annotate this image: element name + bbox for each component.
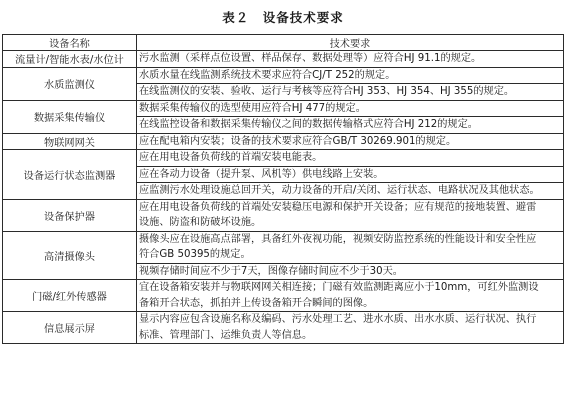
requirement-line: 摄像头应在设施高点部署，具备红外夜视功能，视频安防监控系统的性能设计和安全性应 [139, 233, 537, 245]
requirement-line: 数据采集传输仪的选型使用应符合HJ 477的规定。 [139, 102, 366, 114]
column-header-technical-requirements: 技术要求 [137, 35, 564, 51]
table-row [3, 51, 564, 68]
equipment-name-cell: 水质监测仪 [3, 67, 137, 100]
requirement-line: 视频存储时间应不少于7天，图像存储时间应不少于30天。 [137, 263, 563, 280]
equipment-name-cell: 设备运行状态监测器 [3, 150, 137, 200]
table-row [3, 312, 564, 344]
requirement-cell [137, 133, 564, 150]
requirement-line: 在线监测仪的安装、验收、运行与考核等应符合HJ 353、HJ 354、HJ 355的规定。 [137, 83, 563, 100]
table-row [3, 150, 564, 200]
equipment-name-cell: 设备保护器 [3, 199, 137, 231]
requirement-line: 在线监控设备和数据采集传输仪之间的数据传输格式应符合HJ 212的规定。 [137, 116, 563, 133]
table-row [3, 67, 564, 100]
requirement-cell [137, 231, 564, 280]
requirement-line: 显示内容应包含设施名称及编码、污水处理工艺、进水水质、出水水质、运行状况、执行 [139, 314, 537, 325]
equipment-name-cell: 物联网网关 [3, 133, 137, 150]
requirement-line: 应在各动力设备（提升泵、风机等）供电线路上安装。 [137, 166, 563, 183]
requirement-line: 符合GB 50395的规定。 [139, 249, 251, 260]
equipment-name-cell: 信息展示屏 [3, 312, 137, 344]
table-row [3, 133, 564, 150]
table-row [3, 199, 564, 231]
requirement-line: 设施、防盗和防破坏设施。 [139, 217, 262, 228]
requirement-cell [137, 280, 564, 312]
requirement-line: 污水监测（采样点位设置、样品保存、数据处理等）应符合HJ 91.1的规定。 [139, 53, 482, 64]
requirement-line: 应在用电设备负荷线的首端安装电能表。 [139, 152, 323, 163]
requirement-cell [137, 312, 564, 344]
header-row [3, 35, 564, 51]
equipment-name-cell: 高清摄像头 [3, 231, 137, 280]
requirement-cell [137, 67, 564, 100]
table-title: 表２ 设备技术要求 [222, 10, 344, 25]
requirement-cell [137, 199, 564, 231]
requirement-line: 应监测污水处理设施总回开关，动力设备的开启/关闭、运行状态、电路状况及其他状态。 [137, 182, 563, 199]
requirement-line: 应在用电设备负荷线的首端处安装稳压电源和保护开关设备；应有规范的接地装置、避雷 [139, 201, 537, 213]
requirement-line: 应在配电箱内安装；设备的技术要求应符合GB/T 30269.901的规定。 [139, 135, 457, 147]
requirement-line: 标准、管理部门、运维负责人等信息。 [139, 329, 313, 341]
requirement-line: 宜在设备箱安装并与物联网网关相连接；门磁有效监测距离应小于10mm，可红外监测设 [139, 282, 539, 293]
equipment-spec-table [2, 34, 564, 344]
table-header [3, 35, 564, 51]
equipment-name-cell: 数据采集传输仪 [3, 100, 137, 133]
requirement-line: 备箱开合状态，抓拍并上传设备箱开合瞬间的图像。 [139, 297, 374, 309]
table-row [3, 280, 564, 312]
table-row [3, 231, 564, 280]
column-header-equipment-name: 设备名称 [3, 35, 137, 51]
requirement-cell [137, 51, 564, 68]
requirement-cell [137, 100, 564, 133]
table-row [3, 100, 564, 133]
equipment-name-cell: 门磁/红外传感器 [3, 280, 137, 312]
requirement-cell [137, 150, 564, 200]
table-body [3, 51, 564, 344]
requirement-line: 水质水量在线监测系统技术要求应符合CJ/T 252的规定。 [139, 69, 396, 81]
equipment-name-cell: 流量计/智能水表/水位计 [3, 51, 137, 68]
